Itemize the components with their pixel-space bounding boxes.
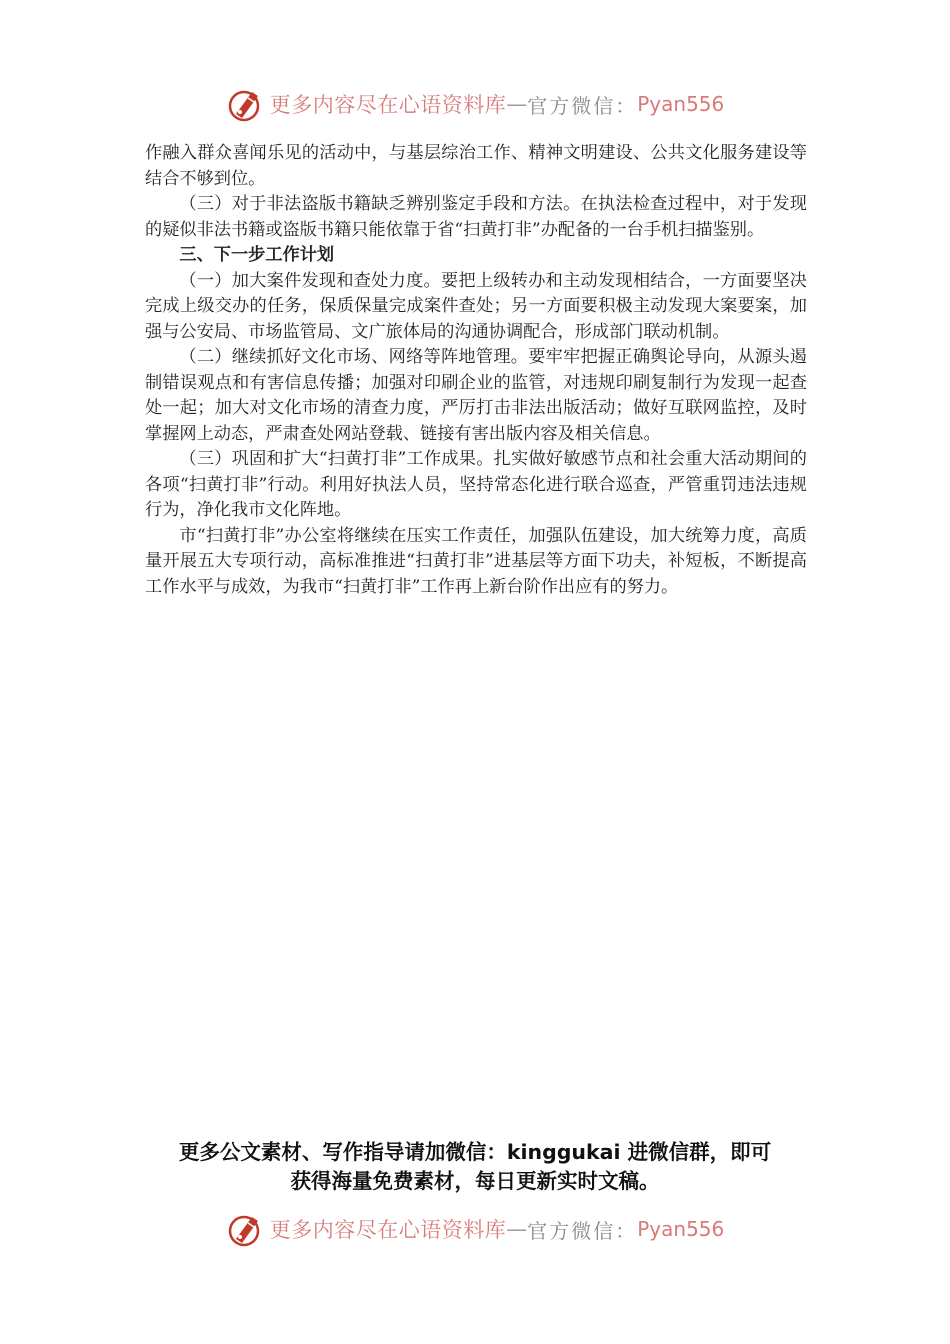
paragraph-plan-2: （二）继续抓好文化市场、网络等阵地管理。要牢牢把握正确舆论导向，从源头遏制错误观点和有害信息传播；加强对印刷企业的监管，对违规印刷复制行为发现一起查处一起；加大对文化市场的清查力度，严厉打击非法出版活动；做好互联网监控，及时掌握网上动态，严肃查处网站登载、链接有害出版内容及相关信息。 xyxy=(145,347,807,444)
promo-line-2: 获得海量免费素材，每日更新实时文稿。 xyxy=(290,1169,660,1193)
banner-wechat-id: Pyan556 xyxy=(637,92,725,116)
promo-line-1: 更多公文素材、写作指导请加微信：kinggukai 进微信群，即可 xyxy=(178,1140,772,1164)
paragraph-plan-3: （三）巩固和扩大“扫黄打非”工作成果。扎实做好敏感节点和社会重大活动期间的各项“扫黄打非”行动。利用好执法人员，坚持常态化进行联合巡查，严管重罚违法违规行为，净化我市文化阵地。 xyxy=(145,449,807,520)
paragraph-plan-1: （一）加大案件发现和查处力度。要把上级转办和主动发现相结合，一方面要坚决完成上级交办的任务，保质保量完成案件查处；另一方面要积极主动发现大案要案，加强与公安局、市场监管局、文广旅体局的沟通协调配合，形成部门联动机制。 xyxy=(145,270,807,342)
banner-wechat-label: 官方微信： xyxy=(527,93,638,118)
banner-separator: — xyxy=(506,92,528,116)
document-body xyxy=(145,141,807,600)
banner-wechat-label: 官方微信： xyxy=(527,1218,638,1243)
section-heading-next-plan: 三、下一步工作计划 xyxy=(179,245,335,265)
paragraph-conclusion: 市“扫黄打非”办公室将继续在压实工作责任，加强队伍建设，加大统筹力度，高质量开展五大专项行动，高标准推进“扫黄打非”进基层等方面下功夫，补短板，不断提高工作水平与成效，为我市“扫黄打非”工作再上新台阶作出应有的努力。 xyxy=(145,525,807,597)
banner-separator: — xyxy=(506,1217,528,1241)
pen-nib-logo-icon xyxy=(226,84,266,124)
header-banner xyxy=(0,82,950,126)
paragraph-continued: 作融入群众喜闻乐见的活动中，与基层综治工作、精神文明建设、公共文化服务建设等结合不够到位。 xyxy=(145,143,807,189)
pen-nib-logo-icon xyxy=(226,1209,266,1249)
banner-site-text: 更多内容尽在心语资料库 xyxy=(269,1218,507,1242)
banner-site-text: 更多内容尽在心语资料库 xyxy=(269,93,507,117)
promo-block xyxy=(0,1138,950,1196)
paragraph-issue-3: （三）对于非法盗版书籍缺乏辨别鉴定手段和方法。在执法检查过程中，对于发现的疑似非法书籍或盗版书籍只能依靠于省“扫黄打非”办配备的一台手机扫描鉴别。 xyxy=(145,194,807,240)
footer-banner xyxy=(0,1207,950,1251)
banner-wechat-id: Pyan556 xyxy=(637,1217,725,1241)
